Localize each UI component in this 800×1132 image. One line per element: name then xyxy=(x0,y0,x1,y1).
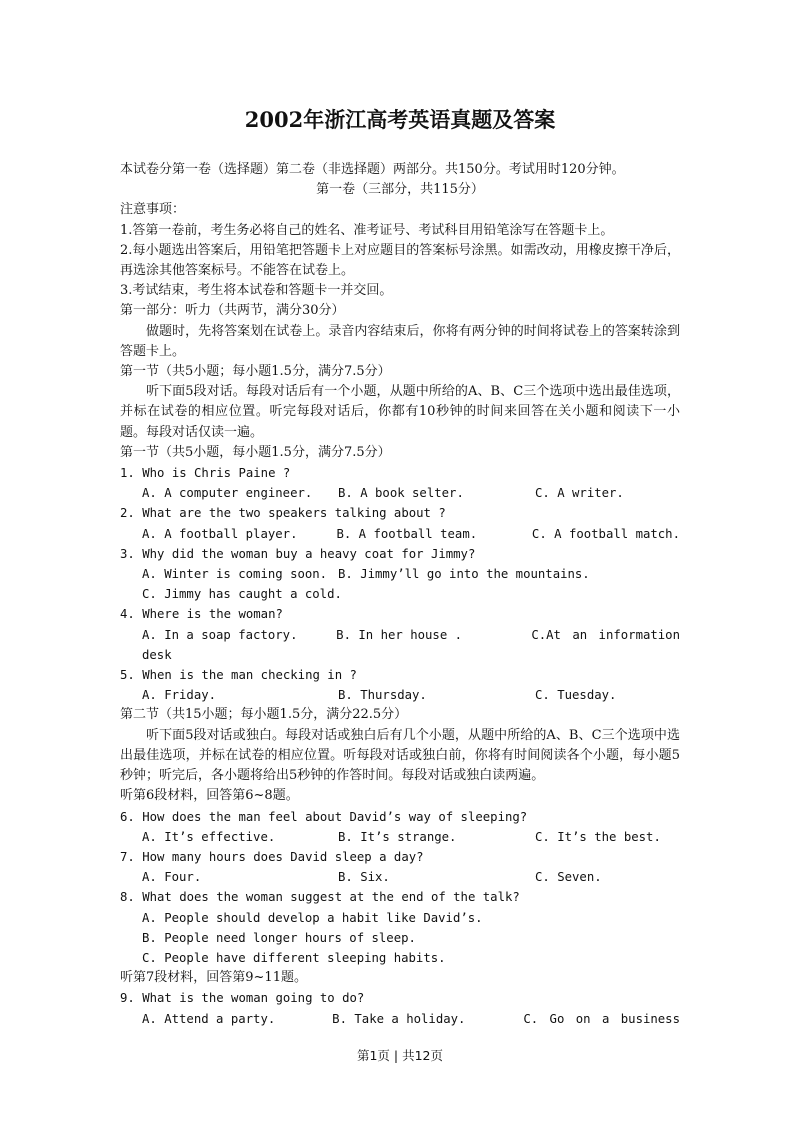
question-9-options xyxy=(120,1009,680,1029)
question-6-options xyxy=(120,827,680,847)
notes-heading: 注意事项： xyxy=(120,202,186,218)
question-3-options xyxy=(120,564,680,584)
material-6-heading: 听第6段材料，回答第6~8题。 xyxy=(120,788,299,804)
section2-description: 听下面5段对话或独白。每段对话或独白后有几个小题，从题中所给的A、B、C三个选项中选出最佳选项，并标在试卷的相应位置。听每段对话或独白前，你将有时间阅读各个小题，每小题5秒钟；听完后，各小题将给出5秒钟的作答时间。每段对话或独白读两遍。 xyxy=(120,727,680,784)
note-3: 3.考试结束，考生将本试卷和答题卡一并交回。 xyxy=(120,283,393,299)
question-8: 8. What does the woman suggest at the end of the talk? xyxy=(120,890,520,905)
option-c: C. A football match. xyxy=(531,526,680,541)
question-7: 7. How many hours does David sleep a day? xyxy=(120,849,424,864)
option-a: A. Winter is coming soon. xyxy=(142,567,328,582)
question-3: 3. Why did the woman buy a heavy coat for Jimmy? xyxy=(120,546,476,561)
option-a: A. A computer engineer. xyxy=(142,486,313,501)
question-1: 1. Who is Chris Paine ? xyxy=(120,466,291,481)
option-b: B. Six. xyxy=(338,870,390,885)
question-4-options xyxy=(120,625,680,645)
option-a: A. Attend a party. xyxy=(142,1011,276,1026)
volume-heading: 第一卷（三部分，共115分） xyxy=(316,182,484,198)
part1-heading: 第一部分：听力（共两节，满分30分） xyxy=(120,303,345,319)
option-b: B. In her house . xyxy=(336,627,463,642)
option-c: C. Tuesday. xyxy=(535,688,617,703)
option-c: C. A writer. xyxy=(535,486,624,501)
option-a: A. In a soap factory. xyxy=(142,627,298,642)
option-b: B. It’s strange. xyxy=(338,829,457,844)
question-9: 9. What is the woman going to do? xyxy=(120,991,365,1006)
question-3-options-cont xyxy=(120,584,680,604)
option-c: C. People have different sleeping habits. xyxy=(142,950,446,965)
section2-heading: 第二节（共15小题；每小题1.5分，满分22.5分） xyxy=(120,707,408,723)
option-c: C. Seven. xyxy=(535,870,602,885)
option-c: C. Go on a business xyxy=(523,1011,680,1026)
question-1-options xyxy=(120,483,680,503)
option-c: C. Jimmy has caught a cold. xyxy=(142,587,342,602)
option-a: A. Four. xyxy=(142,870,202,885)
section1-description: 听下面5段对话。每段对话后有一个小题，从题中所给的A、B、C三个选项中选出最佳选项，并标在试卷的相应位置。听完每段对话后，你都有10秒钟的时间来回答在关小题和阅读下一小题。每段对话仅读一遍。 xyxy=(120,384,680,440)
option-a: A. Friday. xyxy=(142,688,217,703)
question-7-options xyxy=(120,867,680,887)
part1-description: 做题时，先将答案划在试卷上。录音内容结束后，你将有两分钟的时间将试卷上的答案转涂到答题卡上。 xyxy=(120,323,680,359)
option-a: A. It’s effective. xyxy=(142,829,276,844)
option-c-continuation: desk xyxy=(142,647,172,662)
question-5-options xyxy=(120,685,680,705)
page-footer: 第1页 | 共12页 xyxy=(356,1048,444,1063)
option-a: A. A football player. xyxy=(142,526,298,541)
note-1: 1.答第一卷前，考生务必将自己的姓名、准考证号、考试科目用铅笔涂写在答题卡上。 xyxy=(120,222,614,238)
question-4: 4. Where is the woman? xyxy=(120,607,283,622)
question-2: 2. What are the two speakers talking about ? xyxy=(120,506,446,521)
option-a: A. People should develop a habit like David’s. xyxy=(142,910,483,925)
option-b: B. People need longer hours of sleep. xyxy=(142,930,416,945)
option-b: B. Thursday. xyxy=(338,688,427,703)
section1-heading: 第一节（共5小题；每小题1.5分，满分7.5分） xyxy=(120,364,391,380)
option-b: B. Take a holiday. xyxy=(332,1011,466,1026)
option-b: B. Jimmy’ll go into the mountains. xyxy=(338,567,590,582)
note-2: 2.每小题选出答案后，用铅笔把答题卡上对应题目的答案标号涂黑。如需改动，用橡皮擦干净后，再选涂其他答案标号。不能答在试卷上。 xyxy=(120,242,680,279)
document-body xyxy=(120,160,680,1029)
question-5: 5. When is the man checking in ? xyxy=(120,668,357,683)
option-b: B. A book selter. xyxy=(338,486,464,501)
option-b: B. A football team. xyxy=(336,526,478,541)
question-2-options xyxy=(120,524,680,544)
section1-heading-repeat: 第一节（共5小题，每小题1.5分，满分7.5分） xyxy=(120,444,391,460)
option-c: C.At an information xyxy=(531,627,680,642)
option-c: C. It’s the best. xyxy=(535,829,661,844)
material-7-heading: 听第7段材料，回答第9~11题。 xyxy=(120,970,307,986)
question-6: 6. How does the man feel about David’s way of sleeping? xyxy=(120,809,528,824)
exam-intro: 本试卷分第一卷（选择题）第二卷（非选择题）两部分。共150分。考试用时120分钟。 xyxy=(120,162,625,177)
document-title: 2002年浙江高考英语真题及答案 xyxy=(244,107,556,132)
